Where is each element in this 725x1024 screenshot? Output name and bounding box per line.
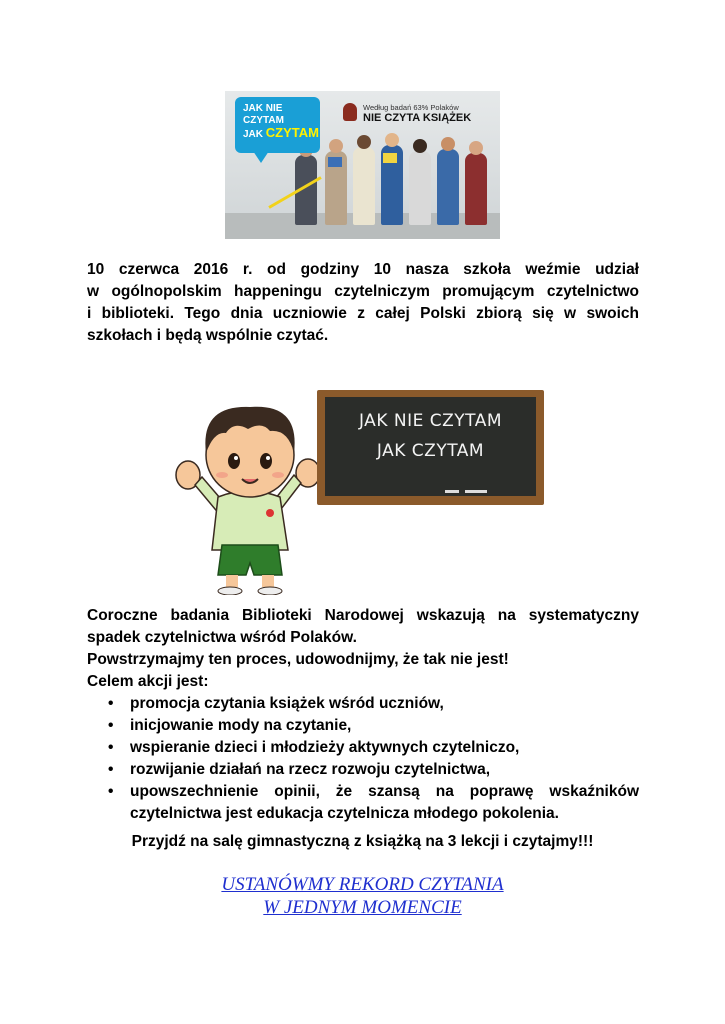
- list-item: [87, 781, 639, 825]
- chalk-piece: [445, 490, 459, 493]
- list-item-text: rozwijanie działań na rzecz rozwoju czytelnictwa,: [130, 761, 491, 778]
- chalkboard-surface: [325, 397, 536, 496]
- chalkboard: [317, 390, 544, 505]
- reason-paragraph: [87, 605, 639, 693]
- chalk-piece: [465, 490, 487, 493]
- bullet-icon: •: [108, 739, 114, 756]
- intro-line: szkołach i będą wspólnie czytać.: [87, 327, 329, 344]
- reader-figure: [409, 151, 431, 225]
- intro-line: w ogólnopolskim happeningu czytelniczym promującym czytelnictwo: [87, 283, 639, 300]
- bubble-line2-small: JAK: [243, 129, 264, 140]
- reader-head: [469, 141, 483, 155]
- bullet-icon: •: [108, 717, 114, 734]
- reader-figure: [353, 147, 375, 225]
- board-line2: JAK CZYTAM: [376, 441, 485, 461]
- reader-head: [441, 137, 455, 151]
- board-line1: JAK NIE CZYTAM: [358, 411, 503, 431]
- goals-list: [87, 693, 639, 825]
- reader-head: [357, 135, 371, 149]
- list-item: [87, 693, 639, 715]
- list-item: [87, 759, 639, 781]
- bullet-icon: •: [108, 695, 114, 712]
- bullet-icon: •: [108, 761, 114, 778]
- head-icon: [343, 103, 357, 121]
- reader-figure: [437, 149, 459, 225]
- book-shape: [383, 153, 397, 163]
- list-item-text: upowszechnienie opinii, że szansą na poprawę wskaźników czytelnictwa jest edukacja czytelnicza młodego pokolenia.: [130, 783, 639, 822]
- reason-line: Coroczne badania Biblioteki Narodowej wskazują na systematyczny: [87, 607, 639, 624]
- intro-line: i biblioteki. Tego dnia uczniowie z całej Polski zbiorą się w swoich: [87, 305, 639, 322]
- boy-chalkboard-illustration: [170, 385, 550, 595]
- reader-figure: [465, 153, 487, 225]
- reason-line: spadek czytelnictwa wśród Polaków.: [87, 629, 357, 646]
- bubble-line2-big: CZYTAM: [265, 125, 319, 140]
- list-item: [87, 737, 639, 759]
- intro-paragraph: [87, 259, 639, 347]
- intro-line: 10 czerwca 2016 r. od godziny 10 nasza szkoła weźmie udział: [87, 261, 639, 278]
- bullet-icon: •: [108, 783, 114, 800]
- list-item: [87, 715, 639, 737]
- book-shape: [328, 157, 342, 167]
- list-item-text: wspieranie dzieci i młodzieży aktywnych czytelniczo,: [130, 739, 520, 756]
- record-slogan-line2: W JEDNYM MOMENCIE: [263, 897, 462, 918]
- reader-head: [329, 139, 343, 153]
- boy-icon: [170, 385, 330, 595]
- reason-line: Powstrzymajmy ten proces, udowodnijmy, że tak nie jest!: [87, 651, 509, 668]
- reader-head: [413, 139, 427, 153]
- reader-head: [385, 133, 399, 147]
- invitation-text: Przyjdź na salę gimnastyczną z książką na 3 lekcji i czytajmy!!!: [131, 833, 594, 850]
- list-item-text: promocja czytania książek wśród uczniów,: [130, 695, 444, 712]
- reason-line: Celem akcji jest:: [87, 673, 209, 690]
- list-item-text: inicjowanie mody na czytanie,: [130, 717, 352, 734]
- banner-image: [225, 91, 500, 239]
- statistic-line1: Według badań 63% Polaków: [363, 103, 459, 112]
- statistic-line2: NIE CZYTA KSIĄŻEK: [363, 112, 472, 124]
- speech-bubble: [235, 97, 320, 153]
- bubble-line1: JAK NIE CZYTAM: [243, 103, 284, 126]
- record-slogan-line1: USTANÓWMY REKORD CZYTANIA: [221, 874, 504, 895]
